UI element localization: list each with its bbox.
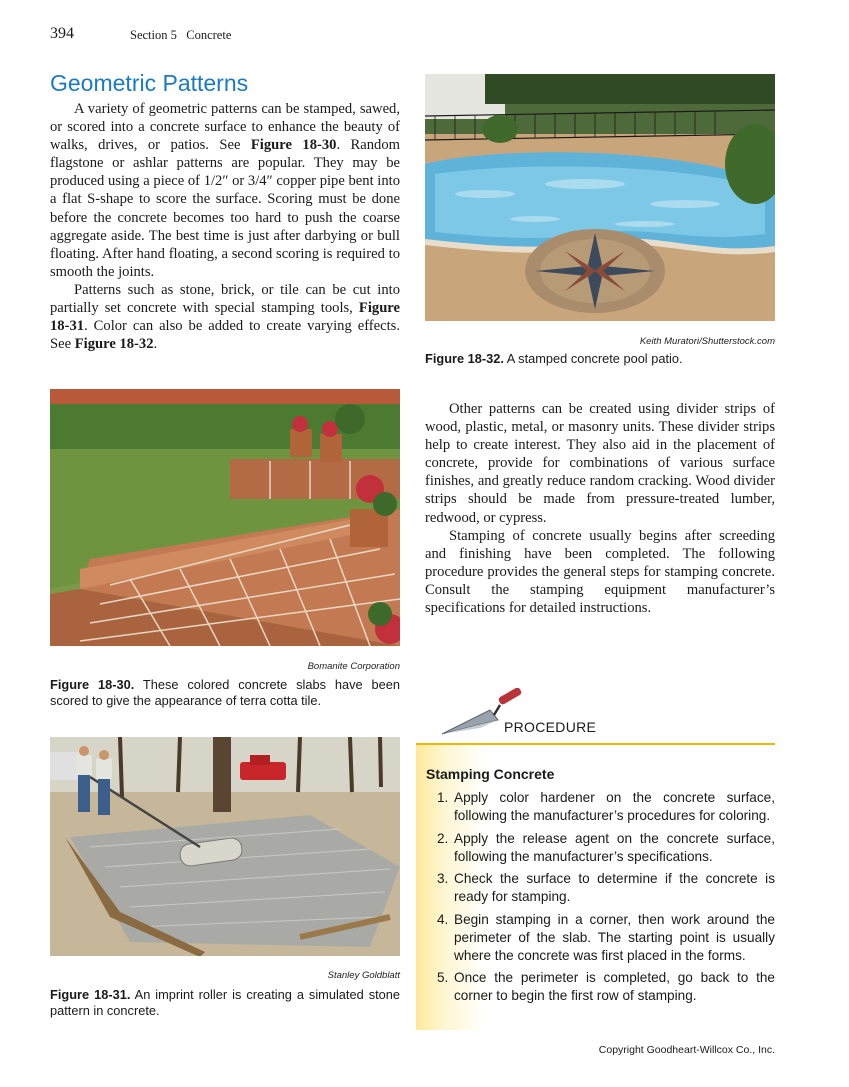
procedure-title: Stamping Concrete <box>426 766 555 782</box>
procedure-steps <box>426 789 775 1010</box>
imprint-roller-photo <box>50 737 400 956</box>
figure-reference[interactable]: Figure 18-32 <box>74 336 154 353</box>
paragraph: Other patterns can be created using divider strips of wood, plastic, metal, or masonry units. These divider strips help to create interest. They also aid in the placement of concrete, provide for combinations of various surface finishes, and greatly reduce random cracking. Wood divider strips should be made from pressure-treated lumber, redwood, or cypress. <box>425 401 775 526</box>
figure-credit: Keith Muratori/Shutterstock.com <box>639 336 775 347</box>
paragraph: Patterns such as stone, brick, or tile can be cut into partially set concrete with special stamping tools, Figure 18-31. Color can also be added to create varying effects. See Figure 18-32. <box>50 281 400 353</box>
right-column-text <box>425 400 775 617</box>
paragraph: Stamping of concrete usually begins after screeding and finishing have been completed. The following procedure provides the general steps for stamping concrete. Consult the stamping equipment manufacturer’s specifications for detailed instructions. <box>425 527 775 617</box>
figure-caption: Figure 18-30. These colored concrete slabs have been scored to give the appearance of terra cotta tile. <box>50 677 400 708</box>
list-item: 4. Begin stamping in a corner, then work around the perimeter of the slab. The starting point is usually where the concrete was first placed in the forms. <box>437 911 775 963</box>
section-title: Geometric Patterns <box>50 70 249 96</box>
left-column-text <box>50 100 400 353</box>
figure-caption: Figure 18-32. A stamped concrete pool patio. <box>425 351 683 366</box>
figure-caption: Figure 18-31. An imprint roller is creating a simulated stone pattern in concrete. <box>50 987 400 1018</box>
list-item: 3. Check the surface to determine if the concrete is ready for stamping. <box>437 871 775 904</box>
figure-credit: Stanley Goldblatt <box>327 970 400 981</box>
list-item: 5. Once the perimeter is completed, go back to the corner to begin the first row of stamping. <box>437 970 775 1003</box>
paragraph: A variety of geometric patterns can be stamped, sawed, or scored into a concrete surface to enhance the beauty of walks, drives, or patios. See Figure 18-30. Random flagstone or ashlar patterns are popular. They may be produced using a piece of 1/2″ or 3/4″ copper pipe bent into a flat S-shape to score the surface. Scoring must be done before the concrete becomes too hard to push the coarse aggregate aside. The best time is just after darbying or bull floating. After hand floating, a second scoring is required to smooth the joints. <box>50 101 400 280</box>
list-item: 1. Apply color hardener on the concrete surface, following the manufacturer’s procedures for coloring. <box>437 790 775 823</box>
terra-cotta-slabs-photo <box>50 389 400 646</box>
pool-patio-photo <box>425 74 775 321</box>
page-number: 394 <box>50 25 74 42</box>
procedure-label: PROCEDURE <box>504 719 597 735</box>
figure-reference[interactable]: Figure 18-30 <box>250 137 337 154</box>
figure-reference[interactable]: Figure 18-31 <box>50 300 400 335</box>
copyright-notice: Copyright Goodheart-Willcox Co., Inc. <box>598 1044 775 1056</box>
list-item: 2. Apply the release agent on the concrete surface, following the manufacturer’s specifications. <box>437 830 775 864</box>
figure-credit: Bomanite Corporation <box>307 661 400 672</box>
running-header-section: Section 5 Concrete <box>130 28 232 42</box>
